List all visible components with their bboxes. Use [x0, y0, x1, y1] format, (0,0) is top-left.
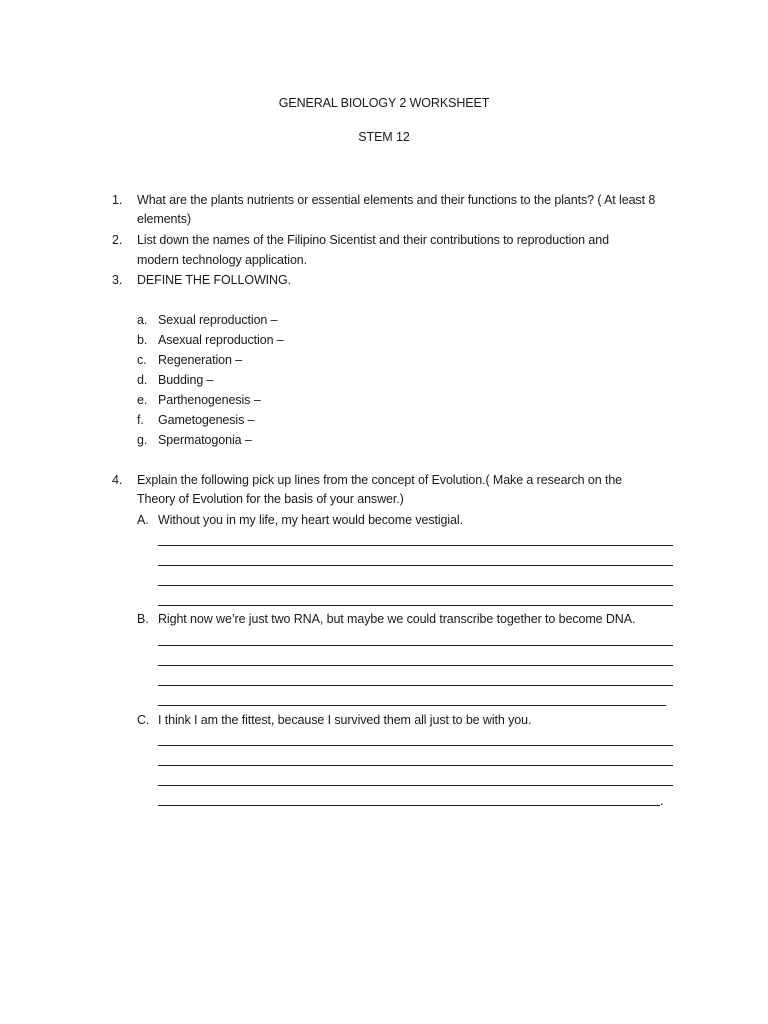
pickup-line-letter: B. [137, 612, 149, 626]
question-text: DEFINE THE FOLLOWING. [137, 273, 291, 287]
definition-letter: a. [137, 313, 148, 327]
answer-line [158, 685, 673, 686]
answer-line [158, 765, 673, 766]
definition-letter: e. [137, 393, 148, 407]
definition-term: Asexual reproduction – [158, 333, 284, 347]
definition-letter: c. [137, 353, 147, 367]
question-text: elements) [137, 212, 191, 226]
answer-line [158, 745, 673, 746]
answer-line [158, 805, 660, 806]
answer-line [158, 605, 673, 606]
answer-line [158, 665, 673, 666]
answer-line [158, 565, 673, 566]
definition-term: Parthenogenesis – [158, 393, 261, 407]
answer-line [158, 705, 666, 706]
question-text: What are the plants nutrients or essential elements and their functions to the plants? ( At least 8 [137, 193, 656, 207]
question-number: 3. [112, 273, 123, 287]
question-text: modern technology application. [137, 253, 308, 267]
worksheet-subtitle: STEM 12 [358, 130, 410, 144]
worksheet-title: GENERAL BIOLOGY 2 WORKSHEET [278, 96, 490, 110]
definition-term: Sexual reproduction – [158, 313, 278, 327]
answer-line [158, 785, 673, 786]
answer-line [158, 585, 673, 586]
question-number: 2. [112, 233, 123, 247]
definition-term: Budding – [158, 373, 214, 387]
definition-term: Spermatogonia – [158, 433, 252, 447]
question-text: List down the names of the Filipino Sicentist and their contributions to reproduction and [137, 233, 609, 247]
answer-end-period: . [660, 794, 664, 808]
pickup-line-text: Without you in my life, my heart would become vestigial. [158, 513, 463, 527]
question-number: 1. [112, 193, 123, 207]
pickup-line-text: Right now we’re just two RNA, but maybe we could transcribe together to become DNA. [158, 612, 636, 626]
question-text: Explain the following pick up lines from the concept of Evolution.( Make a research on the [137, 473, 623, 487]
question-text: Theory of Evolution for the basis of your answer.) [137, 492, 404, 506]
definition-letter: d. [137, 373, 148, 387]
pickup-line-letter: A. [137, 513, 149, 527]
definition-letter: b. [137, 333, 148, 347]
definition-letter: f. [137, 413, 144, 427]
pickup-line-letter: C. [137, 713, 150, 727]
definition-letter: g. [137, 433, 148, 447]
answer-line [158, 545, 673, 546]
question-number: 4. [112, 473, 123, 487]
definition-term: Regeneration – [158, 353, 243, 367]
definition-term: Gametogenesis – [158, 413, 255, 427]
pickup-line-text: I think I am the fittest, because I survived them all just to be with you. [158, 713, 532, 727]
answer-line [158, 645, 673, 646]
